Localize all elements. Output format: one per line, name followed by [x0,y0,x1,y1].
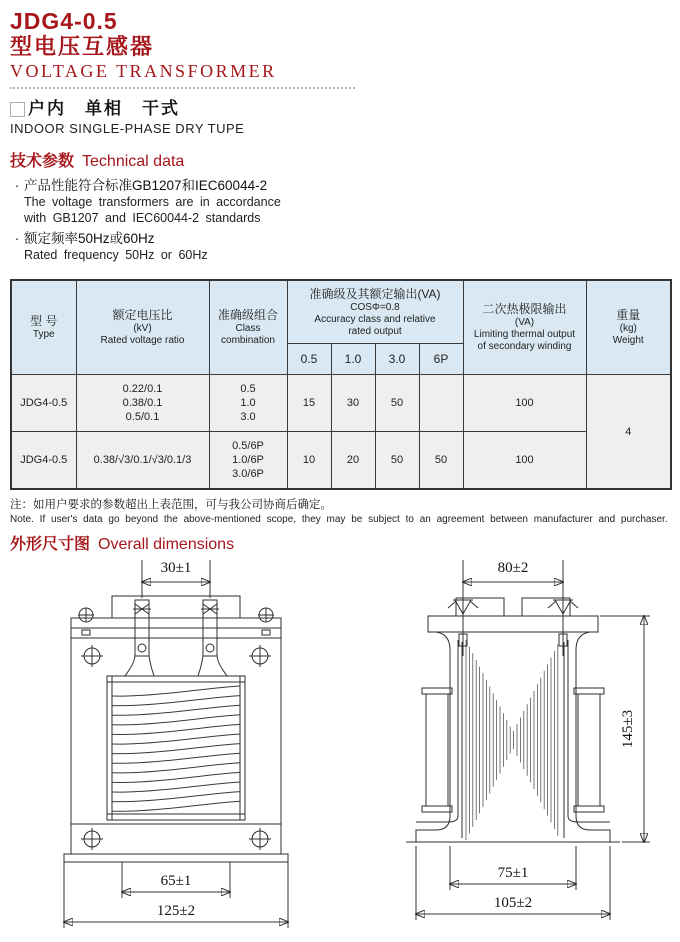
bullet1-text-cn: 产品性能符合标准GB1207和IEC60044-2 [24,178,268,193]
cell-type: JDG4-0.5 [11,375,76,432]
bullet-icon: · [14,178,20,193]
type-text-cn: 户内 单相 干式 [28,99,180,118]
technical-bullets [10,177,670,263]
mounting-hole-icon [81,645,103,667]
side-view-drawing [398,554,668,932]
top-plate [71,608,281,638]
cell-class: 0.5/6P 1.0/6P 3.0/6P [209,432,287,490]
dim-label: 80±2 [497,560,529,576]
bullet-item [10,230,670,263]
product-title-cn: 型电压互感器 [10,34,155,59]
col-header-type: 型 号 Type [11,280,76,375]
col-header-ratio: 额定电压比 (kV) Rated voltage ratio [76,280,209,375]
terminal-screw-icon [201,604,219,614]
dim-label: 105±2 [493,895,533,911]
terminal-screw-icon [133,604,151,614]
cell-ratio: 0.38/√3/0.1/√3/0.1/3 [76,432,209,490]
dimensions-heading-en: Overall dimensions [98,536,235,553]
checkbox-icon [10,102,25,117]
dim-overall-width-front [64,862,288,928]
col-header-accuracy-group: 准确级及其额定输出(VA) COSΦ=0.8 Accuracy class and relative rated output [287,280,463,344]
transformer-body [71,638,281,854]
side-flange [422,688,452,812]
dim-label: 75±1 [497,865,529,881]
note-en: Note. If user's data go beyond the above-mentioned scope, they may be subject to an agreement between manufacturer and purchaser. [10,514,668,525]
side-flange [574,688,604,812]
cell-va-6P: 50 [419,432,463,490]
dim-label: 145±3 [620,709,636,749]
cell-thermal: 100 [463,375,586,432]
cell-va-0-5: 15 [287,375,331,432]
type-line-en: INDOOR SINGLE-PHASE DRY TUPE [10,121,245,136]
mounting-hole-icon [81,828,103,850]
subcol-0-5: 0.5 [287,344,331,375]
technical-data-heading [10,152,670,172]
type-row [10,98,670,138]
dim-label: 125±2 [156,903,196,919]
dim-label: 30±1 [160,560,192,576]
dim-terminal-spacing-front [142,560,210,598]
technical-heading-en: Technical data [82,153,185,170]
plate-screw-icon [258,608,274,635]
mounting-hole-icon [249,645,271,667]
cell-va-3-0: 50 [375,375,419,432]
mounting-hole-icon [249,828,271,850]
col-header-thermal: 二次热极限输出 (VA) Limiting thermal output of secondary winding [463,280,586,375]
winding-hatch [462,640,564,840]
dim-overall-width-side [416,846,610,920]
technical-data-table [10,279,672,490]
product-title-en: VOLTAGE TRANSFORMER [10,61,277,81]
bullet-icon: · [14,231,20,246]
bullet-item [10,177,670,226]
cell-ratio: 0.22/0.1 0.38/0.1 0.5/0.1 [76,375,209,432]
subcol-3-0: 3.0 [375,344,419,375]
page-title: JDG4-0.5 [10,8,118,34]
dim-hole-spacing-side [450,846,576,890]
col-header-class: 准确级组合 Class combination [209,280,287,375]
cell-type: JDG4-0.5 [11,432,76,490]
cell-va-1-0: 20 [331,432,375,490]
type-line-cn [10,98,670,120]
col-header-weight: 重量 (kg) Weight [586,280,671,375]
bullet1-text-en1: The voltage transformers are in accordance [24,195,281,209]
dotted-divider [10,87,355,89]
terminal-cap [112,596,240,656]
subcol-1-0: 1.0 [331,344,375,375]
base-plate [64,824,288,862]
cell-va-6P [419,375,463,432]
terminal-assembly [428,598,598,646]
cell-weight: 4 [586,375,671,490]
front-view-drawing [26,552,326,934]
dimensions-heading-cn: 外形尺寸图 [10,536,91,553]
coil-winding [107,676,245,820]
cell-class: 0.5 1.0 3.0 [209,375,287,432]
note-cn: 注：如用户要求的参数超出上表范围，可与我公司协商后确定。 [10,499,332,511]
dim-overall-height-side [600,616,650,842]
table-row [11,432,671,490]
plate-screw-icon [78,608,94,635]
dimension-drawings [0,552,680,940]
table-note [10,498,670,527]
subcol-6P: 6P [419,344,463,375]
technical-heading-cn: 技术参数 [10,153,75,170]
channel-frame [406,632,620,842]
dim-label: 65±1 [160,873,192,889]
table-row [11,375,671,432]
cell-va-0-5: 10 [287,432,331,490]
bullet1-text-en2: with GB1207 and IEC60044-2 standards [24,211,261,225]
cell-thermal: 100 [463,432,586,490]
bullet2-text-cn: 额定频率50Hz或60Hz [24,231,155,246]
dim-hole-spacing-front [122,862,230,898]
bullet2-text-en1: Rated frequency 50Hz or 60Hz [24,248,208,262]
cell-va-3-0: 50 [375,432,419,490]
cell-va-1-0: 30 [331,375,375,432]
